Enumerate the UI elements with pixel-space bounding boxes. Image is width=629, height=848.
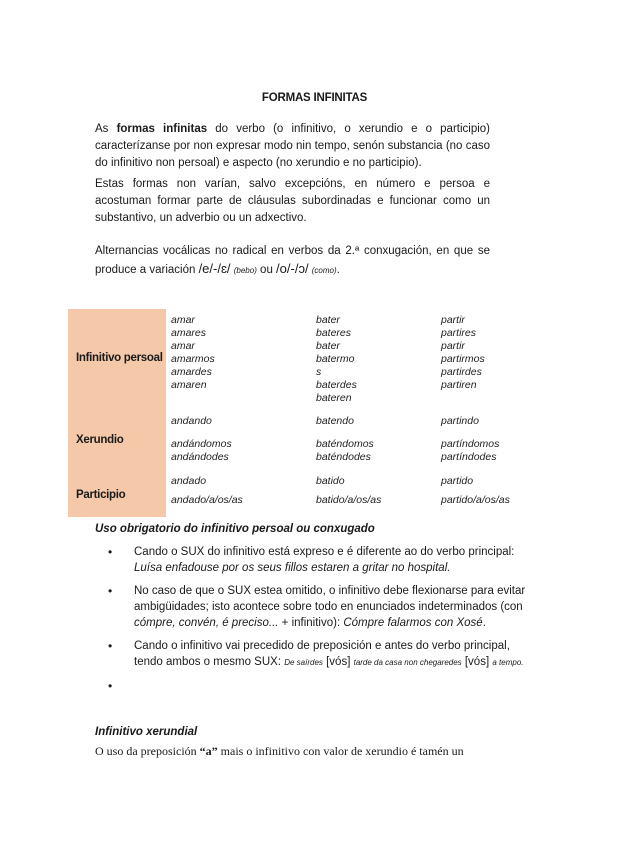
- phoneme-e: /e/-/ɛ/: [198, 261, 231, 276]
- page-title: FORMAS INFINITAS: [261, 92, 368, 104]
- form: amar: [171, 340, 195, 352]
- form: s: [316, 366, 322, 378]
- xerundio-col-andar: [171, 415, 232, 464]
- form: amares: [171, 327, 207, 339]
- infinitivo-col-partir: [441, 314, 485, 392]
- text: + infinitivo):: [278, 617, 344, 629]
- body-text-serif: [95, 744, 515, 759]
- participio-col-bater: [316, 475, 381, 507]
- example: Cómpre falarmos con Xosé: [343, 617, 483, 629]
- form: andando: [171, 415, 212, 427]
- participio-col-andar: [171, 475, 243, 507]
- form: baténdomos: [316, 438, 374, 450]
- form: andado: [171, 475, 207, 487]
- term-formas-infinitas: formas infinitas: [116, 123, 208, 135]
- text: O uso da preposición: [95, 744, 200, 758]
- form: bater: [316, 314, 340, 326]
- bullet-icon: •: [108, 639, 113, 653]
- form: andándodes: [171, 451, 229, 463]
- xerundio-col-bater: [316, 415, 374, 464]
- form: amardes: [171, 366, 212, 378]
- form: partirmos: [441, 353, 485, 365]
- form: partir: [441, 314, 465, 326]
- form: baterdes: [316, 379, 357, 391]
- form: partido: [441, 475, 474, 487]
- form: bater: [316, 340, 340, 352]
- text: As: [95, 123, 117, 135]
- form: partíndodes: [441, 451, 497, 463]
- form: partido/a/os/as: [441, 494, 510, 506]
- conjugation-table: [68, 309, 568, 517]
- row-label-participio: Participio: [68, 472, 166, 517]
- form: partirdes: [441, 366, 482, 378]
- intro-paragraph-1: [95, 121, 490, 172]
- intro-paragraph-2: Estas formas non varían, salvo excepcións, en número e persoa e acostuman formar parte de cláusulas subordinadas e funcionar como un substantivo, un adverbio ou un adxectivo.: [95, 178, 490, 224]
- form: batermo: [316, 353, 355, 365]
- text: do verbo (o infinitivo, o xerundio e o participio) caracterízanse por non expresar modo nin tempo, senón substancia (no caso do infinitivo non persoal) e aspecto (no xerundio e no participio).: [95, 123, 490, 169]
- text: ou: [256, 264, 277, 276]
- form: batido: [316, 475, 345, 487]
- participio-col-partir: [441, 475, 510, 507]
- bullet-icon: •: [108, 545, 113, 559]
- form: baténdodes: [316, 451, 371, 463]
- list-item-empty: [108, 678, 528, 692]
- form: andándomos: [171, 438, 232, 450]
- form: partíndomos: [441, 438, 500, 450]
- list-item: [108, 583, 528, 631]
- list-item: [108, 638, 528, 671]
- form: partindo: [441, 415, 479, 427]
- bullet-icon: •: [108, 584, 113, 598]
- example: De saírdes: [284, 658, 323, 667]
- text: .: [482, 617, 486, 629]
- text: [vós]: [322, 656, 354, 668]
- form: partiren: [441, 379, 477, 391]
- intro-paragraph-3: [95, 243, 490, 279]
- xerundio-col-partir: [441, 415, 499, 464]
- infinitivo-col-bater: [316, 314, 357, 405]
- text: mais o infinitivo con valor de xerundio é tamén un: [217, 744, 464, 758]
- form: bateren: [316, 392, 352, 404]
- form: amarmos: [171, 353, 215, 365]
- row-label-infinitivo: Infinitivo persoal: [68, 309, 166, 407]
- infinitivo-col-amar: [171, 314, 215, 392]
- form: bateres: [316, 327, 352, 339]
- example-bebo: (bebo): [233, 266, 257, 275]
- bullet-icon: •: [108, 679, 113, 693]
- form: partires: [441, 327, 477, 339]
- example-como: (como): [311, 266, 337, 275]
- form: amaren: [171, 379, 207, 391]
- form: andado/a/os/as: [171, 494, 243, 506]
- text: .: [336, 264, 340, 276]
- text: [vós]: [461, 656, 493, 668]
- example: tarde da casa non chegaredes: [353, 658, 462, 667]
- section-heading-infinitivo-persoal: Uso obrigatorio do infinitivo persoal ou conxugado: [95, 523, 375, 535]
- usage-list: [108, 544, 528, 699]
- text: Cando o SUX do infinitivo está expreso e é diferente ao do verbo principal:: [134, 546, 515, 558]
- list-item: [108, 544, 528, 576]
- text: Alternancias vocálicas no radical en verbos da 2.ª conxugación, en que se produce a variación: [95, 245, 490, 276]
- example: Luísa enfadouse por os seus fillos estaren a gritar no hospital.: [134, 562, 451, 574]
- text: Cando o infinitivo vai precedido de preposición e antes do verbo principal, tendo ambos o mesmo SUX:: [134, 640, 510, 668]
- preposition-a: “a”: [199, 744, 218, 758]
- form: amar: [171, 314, 195, 326]
- form: batendo: [316, 415, 354, 427]
- row-label-xerundio: Xerundio: [68, 407, 166, 472]
- section-heading-infinitivo-xerundial: Infinitivo xerundial: [95, 726, 198, 738]
- text: No caso de que o SUX estea omitido, o infinitivo debe flexionarse para evitar ambigüidades; isto acontece sobre todo en enunciados indeterminados (con: [134, 585, 526, 613]
- phoneme-o: /o/-/ɔ/: [276, 261, 309, 276]
- form: partir: [441, 340, 465, 352]
- example: cómpre, convén, é preciso...: [134, 617, 279, 629]
- form: batido/a/os/as: [316, 494, 382, 506]
- example: a tempo.: [492, 658, 524, 667]
